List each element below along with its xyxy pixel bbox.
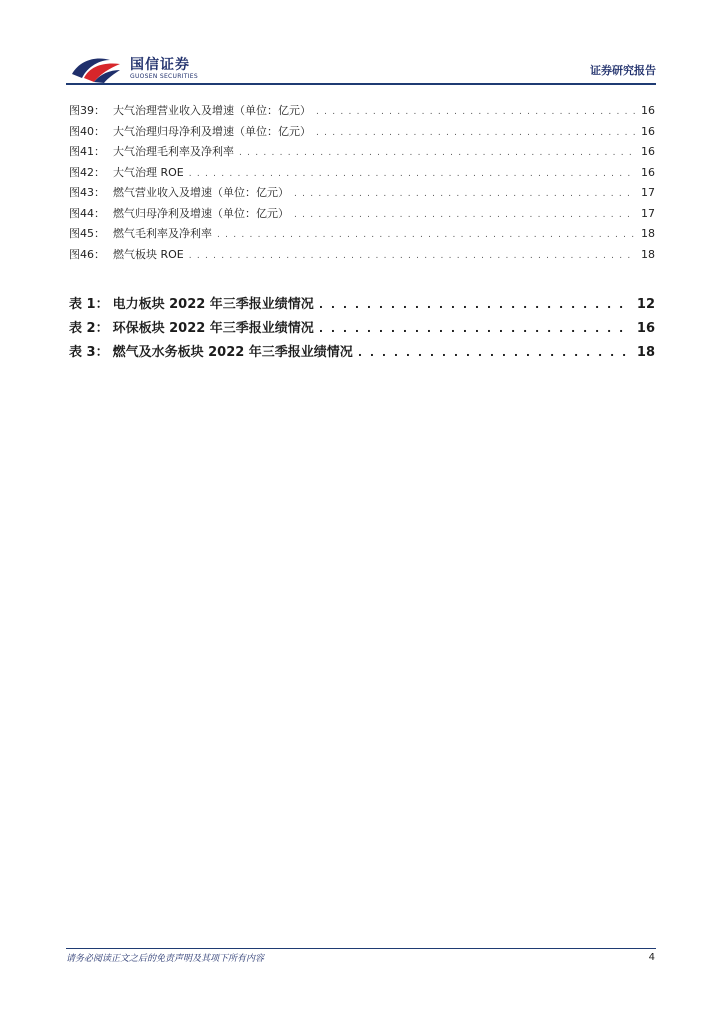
table-entry[interactable] (69, 341, 655, 365)
footer-divider (66, 948, 656, 949)
figure-entry[interactable] (69, 246, 655, 267)
figure-number: 图41： (69, 145, 105, 158)
guosen-logo-icon (70, 52, 122, 84)
figure-page: 17 (641, 206, 655, 220)
logo-english-name: GUOSEN SECURITIES (130, 73, 199, 80)
table-title: 环保板块 2022 年三季报业绩情况 (112, 321, 314, 336)
table-entry[interactable] (69, 317, 655, 341)
table-title: 燃气及水务板块 2022 年三季报业绩情况 (112, 345, 353, 360)
leader-dots (358, 346, 632, 359)
figure-entry[interactable] (69, 164, 655, 185)
figure-title: 燃气归母净利及增速（单位：亿元） (113, 206, 289, 220)
figure-title: 大气治理毛利率及净利率 (113, 145, 234, 158)
table-page: 16 (636, 321, 655, 336)
table-title: 电力板块 2022 年三季报业绩情况 (112, 297, 314, 312)
figure-page: 16 (641, 145, 655, 158)
figure-title: 大气治理归母净利及增速（单位：亿元） (113, 124, 311, 138)
page-header (66, 50, 656, 84)
figure-entry[interactable] (69, 143, 655, 164)
figure-number: 图39： (69, 104, 105, 117)
logo-chinese-name: 国信证券 (130, 57, 190, 73)
figure-title: 大气治理 ROE (113, 165, 184, 179)
leader-dots (217, 230, 636, 240)
figure-number: 图42： (69, 165, 105, 179)
figure-page: 16 (641, 104, 655, 117)
header-divider (66, 83, 656, 85)
table-index-list (69, 293, 655, 365)
figure-entry[interactable] (69, 205, 655, 226)
disclaimer-note: 请务必阅读正文之后的免责声明及其项下所有内容 (66, 954, 265, 964)
table-page: 12 (636, 297, 655, 312)
leader-dots (189, 251, 636, 261)
leader-dots (294, 210, 636, 220)
figure-page: 18 (641, 227, 655, 240)
figure-number: 图43： (69, 186, 105, 199)
table-entry[interactable] (69, 293, 655, 317)
figure-entry[interactable] (69, 102, 655, 123)
report-type-label: 证券研究报告 (590, 64, 656, 77)
figure-page: 17 (641, 186, 655, 199)
leader-dots (239, 148, 636, 158)
figure-number: 图46： (69, 247, 105, 261)
figure-title: 燃气板块 ROE (113, 247, 184, 261)
figure-page: 18 (641, 247, 655, 261)
figure-number: 图40： (69, 124, 105, 138)
table-page: 18 (636, 345, 655, 360)
figure-number: 图44： (69, 206, 105, 220)
figure-entry[interactable] (69, 123, 655, 144)
figure-entry[interactable] (69, 225, 655, 246)
leader-dots (294, 189, 636, 199)
figure-title: 大气治理营业收入及增速（单位：亿元） (113, 104, 311, 117)
figure-title: 燃气毛利率及净利率 (113, 227, 212, 240)
page-number: 4 (648, 952, 655, 963)
table-number: 表 3： (69, 345, 109, 360)
figure-page: 16 (641, 124, 655, 138)
leader-dots (189, 169, 636, 179)
figure-number: 图45： (69, 227, 105, 240)
table-number: 表 2： (69, 321, 109, 336)
leader-dots (316, 128, 636, 138)
leader-dots (319, 322, 632, 335)
figure-page: 16 (641, 165, 655, 179)
figure-entry[interactable] (69, 184, 655, 205)
company-logo (70, 52, 210, 84)
leader-dots (316, 107, 636, 117)
leader-dots (319, 298, 632, 311)
table-number: 表 1： (69, 297, 109, 312)
figure-title: 燃气营业收入及增速（单位：亿元） (113, 186, 289, 199)
figure-index-list (69, 102, 655, 266)
